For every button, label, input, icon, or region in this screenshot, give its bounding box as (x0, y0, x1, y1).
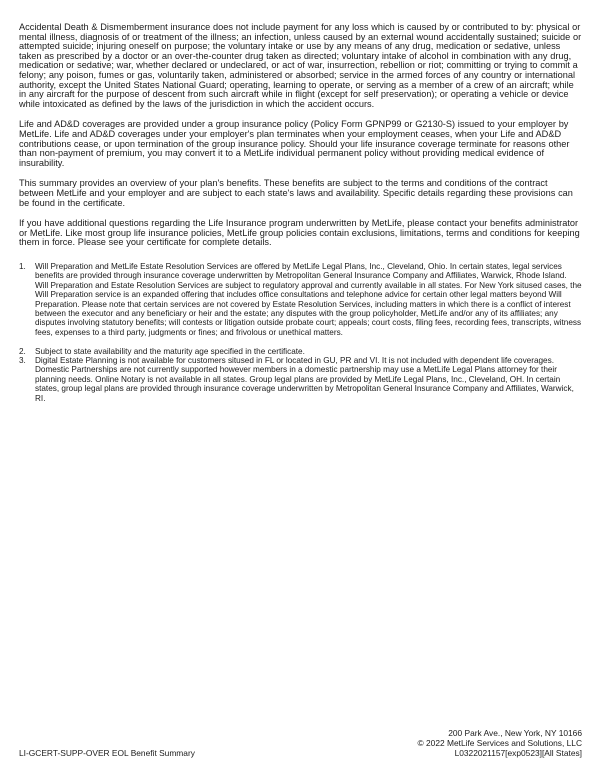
page-footer (19, 728, 582, 758)
footnote-2-number: 2. (19, 346, 26, 356)
footnote-3-number: 3. (19, 355, 26, 365)
paragraph-additional-questions: If you have additional questions regarding the Life Insurance program underwritten by MetLife, please contact your benefits administrator or MetLife. Like most group life insurance policies, MetLife group policies contain exclusions, limitations, terms and conditions for keeping them in force. Please see your certificate for complete details. (19, 218, 580, 248)
footer-address: 200 Park Ave., New York, NY 10166 (448, 728, 582, 738)
footnote-1 (19, 262, 582, 337)
footnotes-section (19, 262, 582, 403)
footnote-3 (19, 356, 582, 403)
footnote-2-text: Subject to state availability and the maturity age specified in the certificate. (35, 346, 305, 356)
footnote-2 (19, 347, 582, 356)
paragraph-adnd-exclusions: Accidental Death & Dismemberment insurance does not include payment for any loss which is caused by or contributed to by: physical or mental illness, diagnosis of or treatment of the illness; an infection, unless caused by an external wound accidentally sustained; suicide or attempted suicide; injuring oneself on purpose; the voluntary intake or use by any means of any drug, medication or sedative, unless taken as prescribed by a doctor or an over-the-counter drug taken as directed; voluntary intake of alcohol in combination with any drug, medication or sedative; war, whether declared or undeclared, or act of war, insurrection, rebellion or riot; committing or trying to commit a felony; any poison, fumes or gas, voluntarily taken, administered or absorbed; service in the armed forces of any country or international authority, except the United States National Guard; operating, learning to operate, or serving as a member of a crew of an aircraft; while in any aircraft for the purpose of descent from such aircraft while in flight (except for self preservation); or operating a vehicle or device while intoxicated as defined by the laws of the jurisdiction in which the accident occurs. (19, 22, 582, 109)
footer-form-number: L0322021157[exp0523][All States] (454, 748, 582, 758)
footer-address-block (418, 728, 582, 758)
footnote-1-text: Will Preparation and MetLife Estate Resolution Services are offered by MetLife Legal Plans, Inc., Cleveland, Ohio. In certain states, legal services benefits are provided through insurance coverage underwritten by Metropolitan General Insurance Company and Affiliates, Warwick, Rhode Island. Will Preparation and Estate Resolution Services are subject to regulatory approval and currently available in all states. For New York sitused cases, the Will Preparation service is an expanded offering that includes office consultations and telephone advice for certain other legal matters beyond Will Preparation. Please note that certain services are not covered by Estate Resolution Services, including matters in which there is a conflict of interest between the executor and any beneficiary or heir and the estate; any disputes with the group policyholder, MetLife and/or any of its affiliates; any disputes involving statutory benefits; will contests or litigation outside probate court; appeals; court costs, filing fees, recording fees, transcripts, witness fees, expenses to a third party, judgments or fines; and frivolous or unethical matters. (35, 261, 582, 337)
footnote-3-text: Digital Estate Planning is not available for customers sitused in FL or located in GU, PR and VI. It is not included with dependent life coverages. Domestic Partnerships are not currently supported however members in a domestic partnership may use a MetLife Legal Plans attorney for their planning needs. Online Notary is not available in all states. Group legal plans are provided by MetLife Legal Plans, Inc., Cleveland, OH. In certain states, group legal plans are provided through insurance coverage underwritten by Metropolitan General Insurance Company and Affiliates, Warwick, RI. (35, 355, 574, 403)
paragraph-policy-termination: Life and AD&D coverages are provided under a group insurance policy (Policy Form GPNP99 or G2130-S) issued to your employer by MetLife. Life and AD&D coverages under your employer's plan terminates when your employment ceases, when your Life and AD&D contributions cease, or upon termination of the group insurance policy. Should your life insurance coverage terminate for reasons other than non-payment of premium, you may convert it to a MetLife individual permanent policy without providing medical evidence of insurability. (19, 119, 570, 168)
footer-copyright: © 2022 MetLife Services and Solutions, LLC (417, 738, 582, 748)
document-code: LI-GCERT-SUPP-OVER EOL Benefit Summary (19, 748, 195, 758)
paragraph-summary-overview: This summary provides an overview of your plan's benefits. These benefits are subject to the terms and conditions of the contract between MetLife and your employer and are subject to each state's laws and availability. Specific details regarding these provisions can be found in the certificate. (19, 178, 573, 208)
footnote-1-number: 1. (19, 261, 26, 271)
